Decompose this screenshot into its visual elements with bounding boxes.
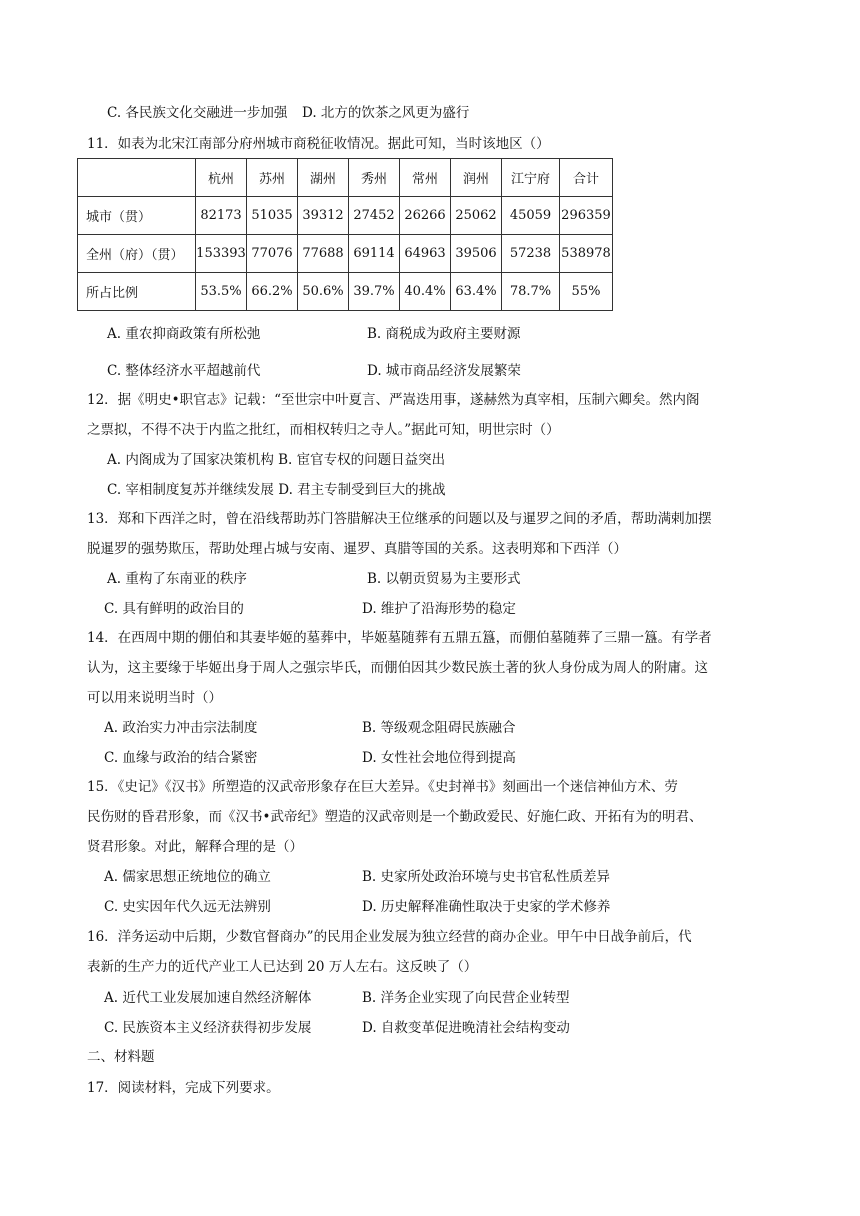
q14-stem-line-3: 可以用来说明当时（） — [87, 690, 222, 706]
q15-option-d: D. 历史解释准确性取决于史家的学术修养 — [362, 899, 611, 915]
table-cell: 153393 — [196, 235, 247, 273]
q16-stem-line-2: 表新的生产力的近代产业工人已达到 20 万人左右。这反映了（） — [87, 959, 478, 975]
q16-option-c: C. 民族资本主义经济获得初步发展 — [104, 1020, 312, 1036]
table-cell: 39312 — [298, 197, 349, 235]
q14-stem-line-1: 14．在西周中期的倗伯和其妻毕姬的墓葬中，毕姬墓随葬有五鼎五簋，而倗伯墓随葬了三鼎一簋。有学者 — [87, 630, 712, 646]
table-header-cell: 秀州 — [349, 159, 400, 197]
q14-option-b: B. 等级观念阻碍民族融合 — [362, 720, 516, 736]
table-cell: 40.4% — [400, 273, 451, 311]
table-header-cell: 苏州 — [247, 159, 298, 197]
table-row — [78, 197, 613, 235]
q15-stem-line-2: 民伤财的昏君形象，而《汉书•武帝纪》塑造的汉武帝则是一个勤政爱民、好施仁政、开拓有为的明君、 — [87, 809, 703, 825]
table-row — [78, 235, 613, 273]
q17-stem: 17．阅读材料，完成下列要求。 — [87, 1080, 280, 1096]
q11-option-a: A. 重农抑商政策有所松弛 — [107, 326, 261, 342]
table-cell: 55% — [560, 273, 613, 311]
q12-options-ab: A. 内阁成为了国家决策机构 B. 宦官专权的问题日益突出 — [107, 452, 446, 468]
table-cell: 45059 — [502, 197, 560, 235]
q14-stem-line-2: 认为，这主要缘于毕姬出身于周人之强宗毕氏，而倗伯因其少数民族土著的狄人身份成为周人的附庸。这 — [87, 660, 708, 676]
q10-option-c: C. 各民族文化交融进一步加强 — [107, 105, 288, 121]
q11-option-c: C. 整体经济水平超越前代 — [107, 363, 261, 379]
table-cell: 26266 — [400, 197, 451, 235]
q15-option-b: B. 史家所处政治环境与史书官私性质差异 — [362, 869, 611, 885]
table-cell: 63.4% — [451, 273, 502, 311]
section-heading: 二、材料题 — [87, 1049, 155, 1065]
table-cell: 57238 — [502, 235, 560, 273]
table-cell: 25062 — [451, 197, 502, 235]
table-cell: 53.5% — [196, 273, 247, 311]
table-cell: 82173 — [196, 197, 247, 235]
row-label: 所占比例 — [78, 273, 196, 311]
q16-option-a: A. 近代工业发展加速自然经济解体 — [104, 990, 312, 1006]
table-header-row — [78, 159, 613, 197]
table-cell: 77076 — [247, 235, 298, 273]
table-cell: 27452 — [349, 197, 400, 235]
table-cell — [78, 159, 196, 197]
q15-option-a: A. 儒家思想正统地位的确立 — [104, 869, 271, 885]
table-cell: 50.6% — [298, 273, 349, 311]
q13-option-d: D. 维护了沿海形势的稳定 — [362, 601, 516, 617]
q12-stem-line-1: 12．据《明史•职官志》记载：“至世宗中叶夏言、严嵩迭用事，遂赫然为真宰相，压制六卿矣。然内阁 — [87, 392, 700, 408]
q11-option-b: B. 商税成为政府主要财源 — [367, 326, 521, 342]
q15-option-c: C. 史实因年代久远无法辨别 — [104, 899, 271, 915]
row-label: 城市（贯） — [78, 197, 196, 235]
q14-option-c: C. 血缘与政治的结合紧密 — [104, 750, 258, 766]
q12-stem-line-2: 之票拟，不得不决于内监之批红，而相权转归之寺人。”据此可知，明世宗时（） — [87, 422, 560, 438]
table-cell: 64963 — [400, 235, 451, 273]
table-cell: 66.2% — [247, 273, 298, 311]
q13-option-a: A. 重构了东南亚的秩序 — [107, 571, 247, 587]
row-label: 全州（府）（贯） — [78, 235, 196, 273]
q14-option-a: A. 政治实力冲击宗法制度 — [104, 720, 258, 736]
table-header-cell: 杭州 — [196, 159, 247, 197]
table-cell: 69114 — [349, 235, 400, 273]
q13-stem-line-2: 脱暹罗的强势欺压，帮助处理占城与安南、暹罗、真腊等国的关系。这表明郑和下西洋（） — [87, 541, 627, 557]
table-cell: 51035 — [247, 197, 298, 235]
q11-stem: 11．如表为北宋江南部分府州城市商税征收情况。据此可知，当时该地区（） — [87, 136, 550, 152]
table-header-cell: 江宁府 — [502, 159, 560, 197]
tax-table — [77, 158, 613, 311]
table-cell: 78.7% — [502, 273, 560, 311]
q15-stem-line-3: 贤君形象。对此，解释合理的是（） — [87, 839, 303, 855]
q13-option-c: C. 具有鲜明的政治目的 — [104, 601, 244, 617]
q12-options-cd: C. 宰相制度复苏并继续发展 D. 君主专制受到巨大的挑战 — [107, 482, 446, 498]
table-cell: 77688 — [298, 235, 349, 273]
q11-option-d: D. 城市商品经济发展繁荣 — [367, 363, 521, 379]
q16-option-b: B. 洋务企业实现了向民营企业转型 — [362, 990, 570, 1006]
table-cell: 39.7% — [349, 273, 400, 311]
table-cell: 39506 — [451, 235, 502, 273]
table-header-cell: 常州 — [400, 159, 451, 197]
q16-stem-line-1: 16．洋务运动中后期，少数官督商办”的民用企业发展为独立经营的商办企业。甲午中日战争前后，代 — [87, 929, 692, 945]
q10-option-d: D. 北方的饮茶之风更为盛行 — [302, 105, 470, 121]
q15-stem-line-1: 15．《史记》《汉书》所塑造的汉武帝形象存在巨大差异。《史封禅书》刻画出一个迷信神仙方术、劳 — [87, 779, 678, 795]
q14-option-d: D. 女性社会地位得到提高 — [362, 750, 516, 766]
table-header-cell: 润州 — [451, 159, 502, 197]
q13-stem-line-1: 13．郑和下西洋之时，曾在沿线帮助苏门答腊解决王位继承的问题以及与暹罗之间的矛盾，帮助满剌加摆 — [87, 511, 712, 527]
q16-option-d: D. 自救变革促进晚清社会结构变动 — [362, 1020, 570, 1036]
table-cell: 538978 — [560, 235, 613, 273]
table-header-cell: 湖州 — [298, 159, 349, 197]
table-header-cell: 合计 — [560, 159, 613, 197]
q13-option-b: B. 以朝贡贸易为主要形式 — [367, 571, 521, 587]
table-row — [78, 273, 613, 311]
table-cell: 296359 — [560, 197, 613, 235]
